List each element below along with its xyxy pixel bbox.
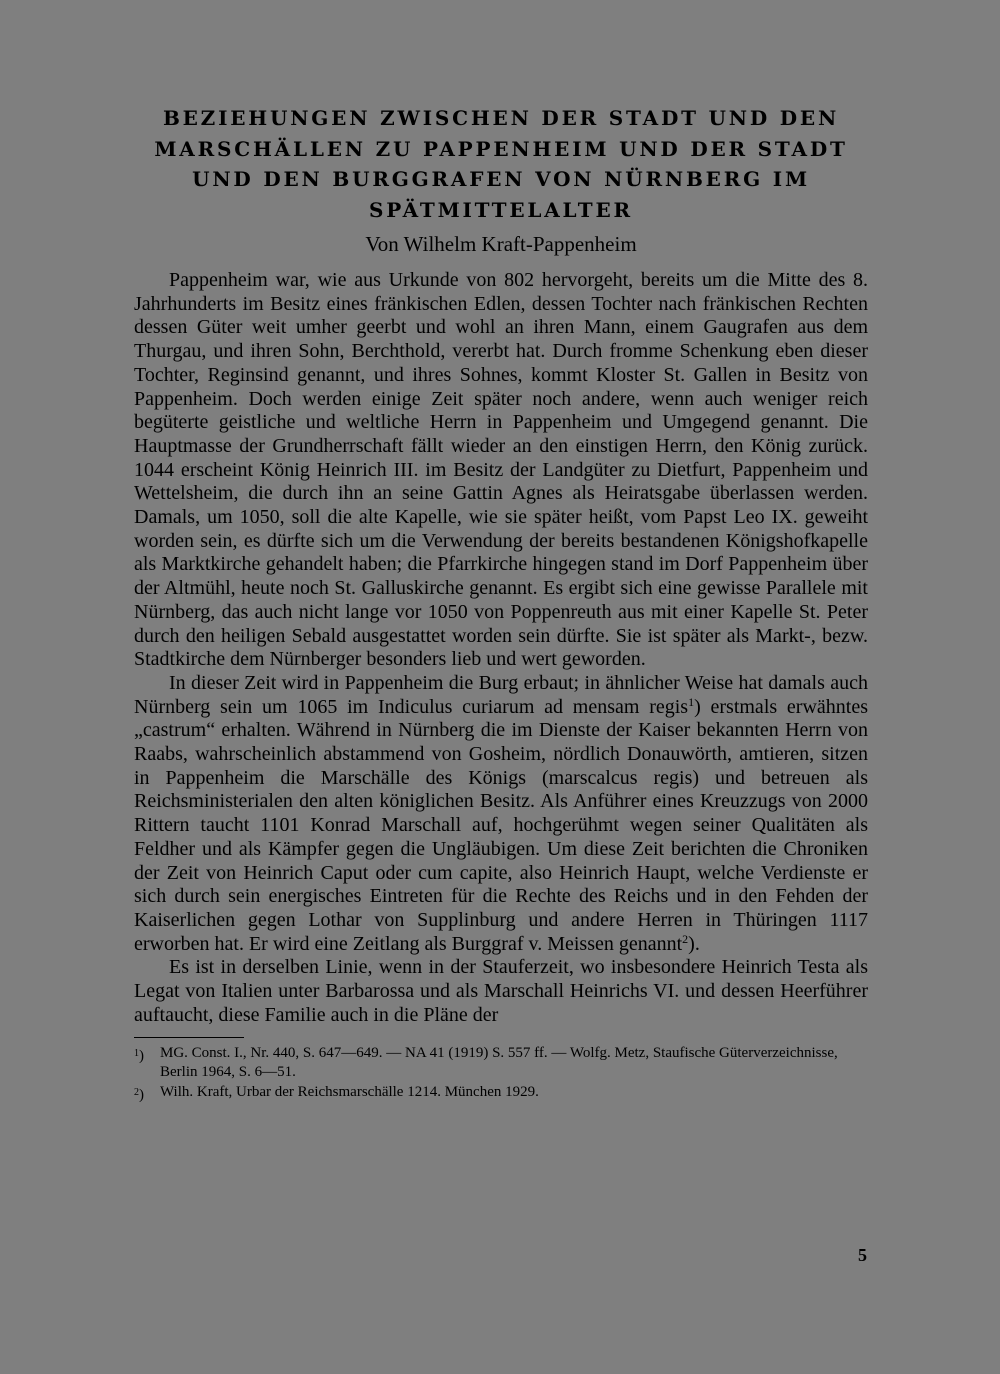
footnote-divider (134, 1037, 244, 1038)
footnote (134, 1044, 868, 1083)
author-byline: Von Wilhelm Kraft-Pappenheim (365, 232, 637, 256)
footnote-mark: $^1$) (134, 1047, 144, 1064)
paragraph (134, 672, 868, 956)
title-line: BEZIEHUNGEN ZWISCHEN DER STADT UND DEN (162, 106, 840, 130)
page (134, 100, 868, 1280)
paragraph-text: ). (688, 932, 700, 955)
footnote-reference: 1 (688, 694, 695, 709)
paragraph-text: In dieser Zeit wird in Pappenheim die Burg erbaut; in ähnlicher Weise hat damals auch Nürnberg sein um 1065 im Indiculus curiarum ad mensam regis (134, 671, 868, 718)
article-body (134, 269, 868, 1028)
page-number: 5 (858, 1245, 867, 1265)
footnotes (134, 1044, 868, 1106)
title-line: UND DEN BURGGRAFEN VON NÜRNBERG IM (192, 167, 810, 191)
paragraph-text: ) erstmals erwähntes „castrum“ erhalten. Während in Nürnberg die im Dienste der Kaiser bekannten Herrn von Raabs, wahrscheinlich abstammend von Gosheim, nördlich Donauwörth, amtieren, sitzen in Pappenheim die Marschälle des Königs (marscalcus regis) und betreuen als Reichsministerialen den alten königlichen Besitz. Als Anführer eines Kreuzzugs von 2000 Rittern taucht 1101 Konrad Marschall auf, hochgerühmt wegen seiner Qualitäten als Feldher und als Kämpfer gegen die Ungläubigen. Um diese Zeit berichten die Chroniken der Zeit von Heinrich Caput oder cum capite, also Heinrich Haupt, welche Verdienste er sich durch sein energisches Eintreten für die Rechte des Reichs und in den Fehden der Kaiserlichen gegen Lothar von Supplinburg und andere Herren in Thüringen 1117 erworben hat. Er wird eine Zeitlang als Burggraf v. Meissen genannt (134, 695, 868, 955)
footnote (134, 1083, 868, 1106)
article-title (134, 100, 868, 225)
footnote-text: Wilh. Kraft, Urbar der Reichsmarschälle 1214. München 1929. (160, 1083, 539, 1100)
title-line: SPÄTMITTELALTER (369, 197, 633, 222)
paragraph: Es ist in derselben Linie, wenn in der Stauferzeit, wo insbesondere Heinrich Testa als Legat von Italien unter Barbarossa und als Marschall Heinrichs VI. und dessen Heerführer auftaucht, diese Familie auch in die Pläne der (134, 956, 868, 1026)
footnote-reference: 2 (682, 931, 689, 946)
footnote-mark: $^2$) (134, 1086, 144, 1103)
footnote-text: MG. Const. I., Nr. 440, S. 647—649. — NA 41 (1919) S. 557 ff. — Wolfg. Metz, Staufische Güterverzeichnisse, Berlin 1964, S. 6—51. (160, 1044, 838, 1080)
title-line: MARSCHÄLLEN ZU PAPPENHEIM UND DER STADT (154, 136, 848, 161)
paragraph: Pappenheim war, wie aus Urkunde von 802 hervorgeht, bereits um die Mitte des 8. Jahrhunderts im Besitz eines fränkischen Edlen, dessen Tochter nach fränkischen Rechten dessen Güter weit umher geerbt und wohl an ihren Mann, einem Gaugrafen aus dem Thurgau, und ihren Sohn, Berchthold, vererbt hat. Durch fromme Schenkung eben dieser Tochter, Reginsind genannt, und ihres Sohnes, kommt Kloster St. Gallen in Besitz von Pappenheim. Doch werden einige Zeit später noch andere, wenn auch weniger reich begüterte geistliche und weltliche Herrn in Pappenheim und Umgegend genannt. Die Hauptmasse der Grundherrschaft fällt wieder an den einstigen Herrn, den König zurück. 1044 erscheint König Heinrich III. im Besitz der Landgüter zu Dietfurt, Pappenheim und Wettelsheim, die durch ihn an seine Gattin Agnes als Heiratsgabe überlassen werden. Damals, um 1050, soll die alte Kapelle, wie sie später heißt, vom Papst Leo IX. geweiht worden sein, es dürfte sich um die Verwendung der bereits bestandenen Königshofkapelle als Marktkirche gehandelt haben; die Pfarrkirche hingegen stand im Dorf Pappenheim über der Altmühl, heute noch St. Galluskirche genannt. Es ergibt sich eine gewisse Parallele mit Nürnberg, das auch nicht lange vor 1050 von Poppenreuth aus mit einer Kapelle St. Peter durch den heiligen Sebald ausgestattet worden sein dürfte. Sie ist später als Markt-, bezw. Stadtkirche dem Nürnberger besonders lieb und wert geworden. (134, 269, 868, 671)
